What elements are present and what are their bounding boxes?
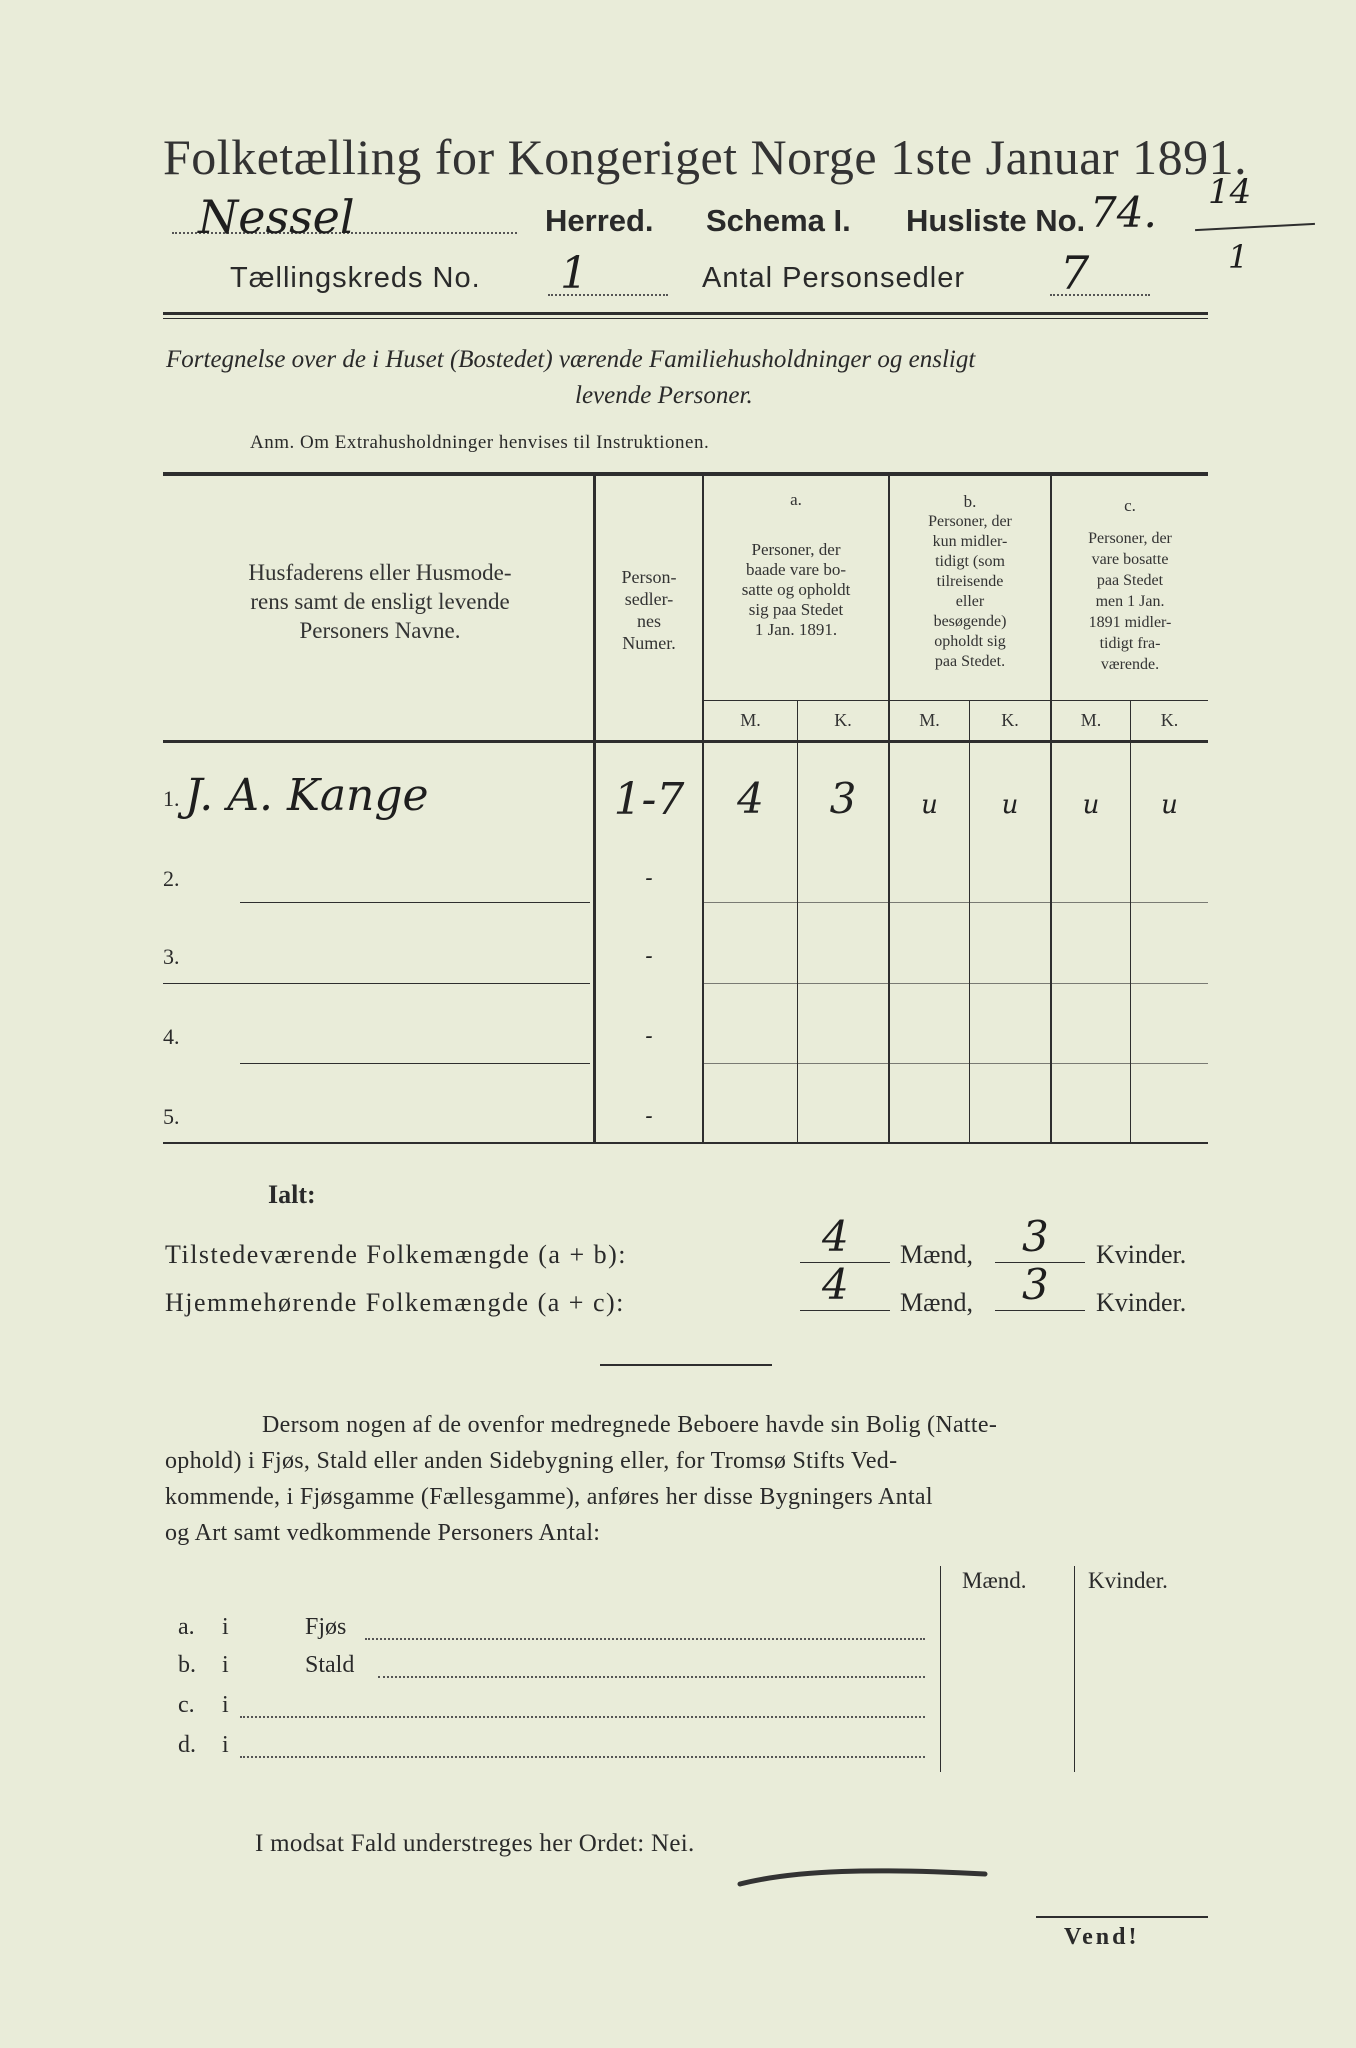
- vline-name: [593, 476, 596, 1142]
- row-1-name: J. A. Kange: [185, 770, 429, 821]
- vline-c-mk: [1130, 700, 1131, 1142]
- row-3-number: 3.: [163, 944, 180, 969]
- husliste-fraction-bottom: 1: [1228, 238, 1249, 276]
- a-k-label: K.: [834, 710, 852, 730]
- row-line-1: [240, 902, 590, 903]
- table-bottom-rule: [163, 1142, 1208, 1144]
- col-num-header: Person- sedler- nes Numer.: [621, 567, 677, 653]
- separator: [600, 1364, 772, 1366]
- schema-label: Schema I.: [706, 203, 851, 238]
- a-m-label: M.: [740, 710, 761, 730]
- herred-value: Nessel: [198, 190, 355, 244]
- tilstede-label: Tilstedeværende Folkemængde (a + b):: [165, 1240, 627, 1269]
- hjemme-kvinder-value: 3: [1022, 1260, 1049, 1309]
- tilstede-kvinder-value: 3: [1022, 1212, 1049, 1261]
- col-a-letter: a.: [790, 490, 802, 509]
- tilstede-kvinder-label: Kvinder.: [1096, 1240, 1187, 1269]
- row-1-c-m: u: [1082, 790, 1100, 820]
- building-c-dotline: [240, 1716, 925, 1718]
- row-1-personsedler: 1-7: [613, 774, 685, 825]
- intro-line-1: Fortegnelse over de i Huset (Bostedet) værende Familiehusholdninger og ensligt: [166, 346, 976, 373]
- b-m-label: M.: [919, 710, 940, 730]
- building-d-letter: d.: [178, 1732, 196, 1758]
- row-4-number: 4.: [163, 1024, 180, 1049]
- col-b-letter: b.: [963, 492, 977, 511]
- header-rule-2: [163, 318, 1208, 319]
- buildings-col-maend: Mænd.: [962, 1568, 1027, 1593]
- buildings-para-3: kommende, i Fjøsgamme (Fællesgamme), anføres her disse Bygningers Antal: [165, 1484, 933, 1510]
- building-c-letter: c.: [178, 1692, 195, 1718]
- row-2-personsedler: -: [645, 866, 653, 891]
- kreds-value: 1: [560, 248, 588, 299]
- nei-underline-stroke: [735, 1860, 995, 1890]
- row-4-personsedler: -: [645, 1024, 653, 1049]
- c-k-label: K.: [1160, 710, 1179, 730]
- husliste-fraction-top: 14: [1208, 172, 1252, 212]
- row-1-number: 1.: [163, 786, 180, 811]
- building-b-dotline: [378, 1676, 925, 1678]
- ialt-label: Ialt:: [268, 1180, 316, 1209]
- buildings-vline-2: [1074, 1566, 1075, 1772]
- building-a-i: i: [222, 1614, 229, 1640]
- kreds-label: Tællingskreds No.: [230, 262, 481, 294]
- row-line-3r: [704, 1063, 1208, 1064]
- vend-rule: [1036, 1916, 1208, 1918]
- hjemme-m-line: [800, 1310, 890, 1311]
- hjemme-kvinder-label: Kvinder.: [1096, 1288, 1187, 1317]
- tilstede-maend-label: Mænd,: [900, 1240, 973, 1269]
- row-line-3: [240, 1063, 590, 1064]
- row-line-2: [163, 983, 590, 984]
- row-1-c-k: u: [1161, 790, 1178, 820]
- herred-label: Herred.: [545, 203, 654, 238]
- row-1-b-m: u: [921, 790, 938, 820]
- building-a-name: Fjøs: [305, 1614, 347, 1640]
- antal-label: Antal Personsedler: [702, 262, 966, 294]
- fraction-bar: [1195, 223, 1315, 231]
- row-line-2r: [704, 983, 1208, 984]
- header-rule-1: [163, 312, 1208, 315]
- building-b-name: Stald: [305, 1652, 355, 1678]
- building-b-i: i: [222, 1652, 229, 1678]
- buildings-col-kvinder: Kvinder.: [1088, 1568, 1168, 1593]
- row-1-b-k: u: [1001, 790, 1019, 820]
- buildings-para-2: ophold) i Fjøs, Stald eller anden Sidebygning eller, for Tromsø Stifts Ved-: [165, 1448, 898, 1474]
- col-c-letter: c.: [1124, 496, 1136, 515]
- mk-rule: [704, 700, 1208, 701]
- form-title: Folketælling for Kongeriget Norge 1ste Januar 1891.: [163, 129, 1248, 185]
- hjemme-k-line: [995, 1310, 1085, 1311]
- hjemme-maend-value: 4: [822, 1260, 849, 1309]
- col-a-header: Personer, der baade vare bo- satte og opholdt sig paa Stedet 1 Jan. 1891.: [741, 540, 851, 639]
- col-b-header: Personer, der kun midler- tidigt (som tilreisende eller besøgende) opholdt sig paa Stedet.: [928, 513, 1012, 670]
- building-a-dotline: [365, 1638, 925, 1640]
- row-5-number: 5.: [163, 1104, 180, 1129]
- col-name-header: Husfaderens eller Husmode- rens samt de ensligt levende Personers Navne.: [248, 560, 512, 643]
- husliste-label: Husliste No.: [906, 203, 1086, 238]
- building-b-letter: b.: [178, 1652, 196, 1678]
- buildings-vline-1: [940, 1566, 941, 1772]
- anm-note: Anm. Om Extrahusholdninger henvises til Instruktionen.: [250, 432, 710, 453]
- vline-b-mk: [969, 700, 970, 1142]
- buildings-para-1: Dersom nogen af de ovenfor medregnede Beboere havde sin Bolig (Natte-: [262, 1412, 998, 1438]
- building-d-i: i: [222, 1732, 229, 1758]
- tilstede-maend-value: 4: [822, 1212, 849, 1261]
- row-line-1r: [704, 902, 1208, 903]
- col-c-header: Personer, der vare bosatte paa Stedet men 1 Jan. 1891 midler- tidigt fra- værende.: [1088, 530, 1172, 673]
- building-c-i: i: [222, 1692, 229, 1718]
- husliste-value: 74.: [1090, 188, 1157, 237]
- nei-instruction: I modsat Fald understreges her Ordet: Nei.: [255, 1830, 695, 1857]
- row-3-personsedler: -: [645, 944, 653, 969]
- vline-a-mk: [797, 700, 798, 1142]
- c-m-label: M.: [1080, 710, 1102, 730]
- row-2-number: 2.: [163, 866, 180, 891]
- row-5-personsedler: -: [645, 1104, 653, 1129]
- building-d-dotline: [240, 1756, 925, 1758]
- row-1-a-k: 3: [829, 774, 857, 823]
- hjemme-maend-label: Mænd,: [900, 1288, 973, 1317]
- intro-line-2: levende Personer.: [575, 382, 753, 409]
- vend-label: Vend!: [1064, 1924, 1140, 1950]
- b-k-label: K.: [1001, 710, 1019, 730]
- antal-value: 7: [1060, 246, 1090, 300]
- hjemme-label: Hjemmehørende Folkemængde (a + c):: [165, 1288, 625, 1317]
- buildings-para-4: og Art samt vedkommende Personers Antal:: [165, 1520, 601, 1546]
- building-a-letter: a.: [178, 1614, 195, 1640]
- row-1-a-m: 4: [737, 774, 764, 823]
